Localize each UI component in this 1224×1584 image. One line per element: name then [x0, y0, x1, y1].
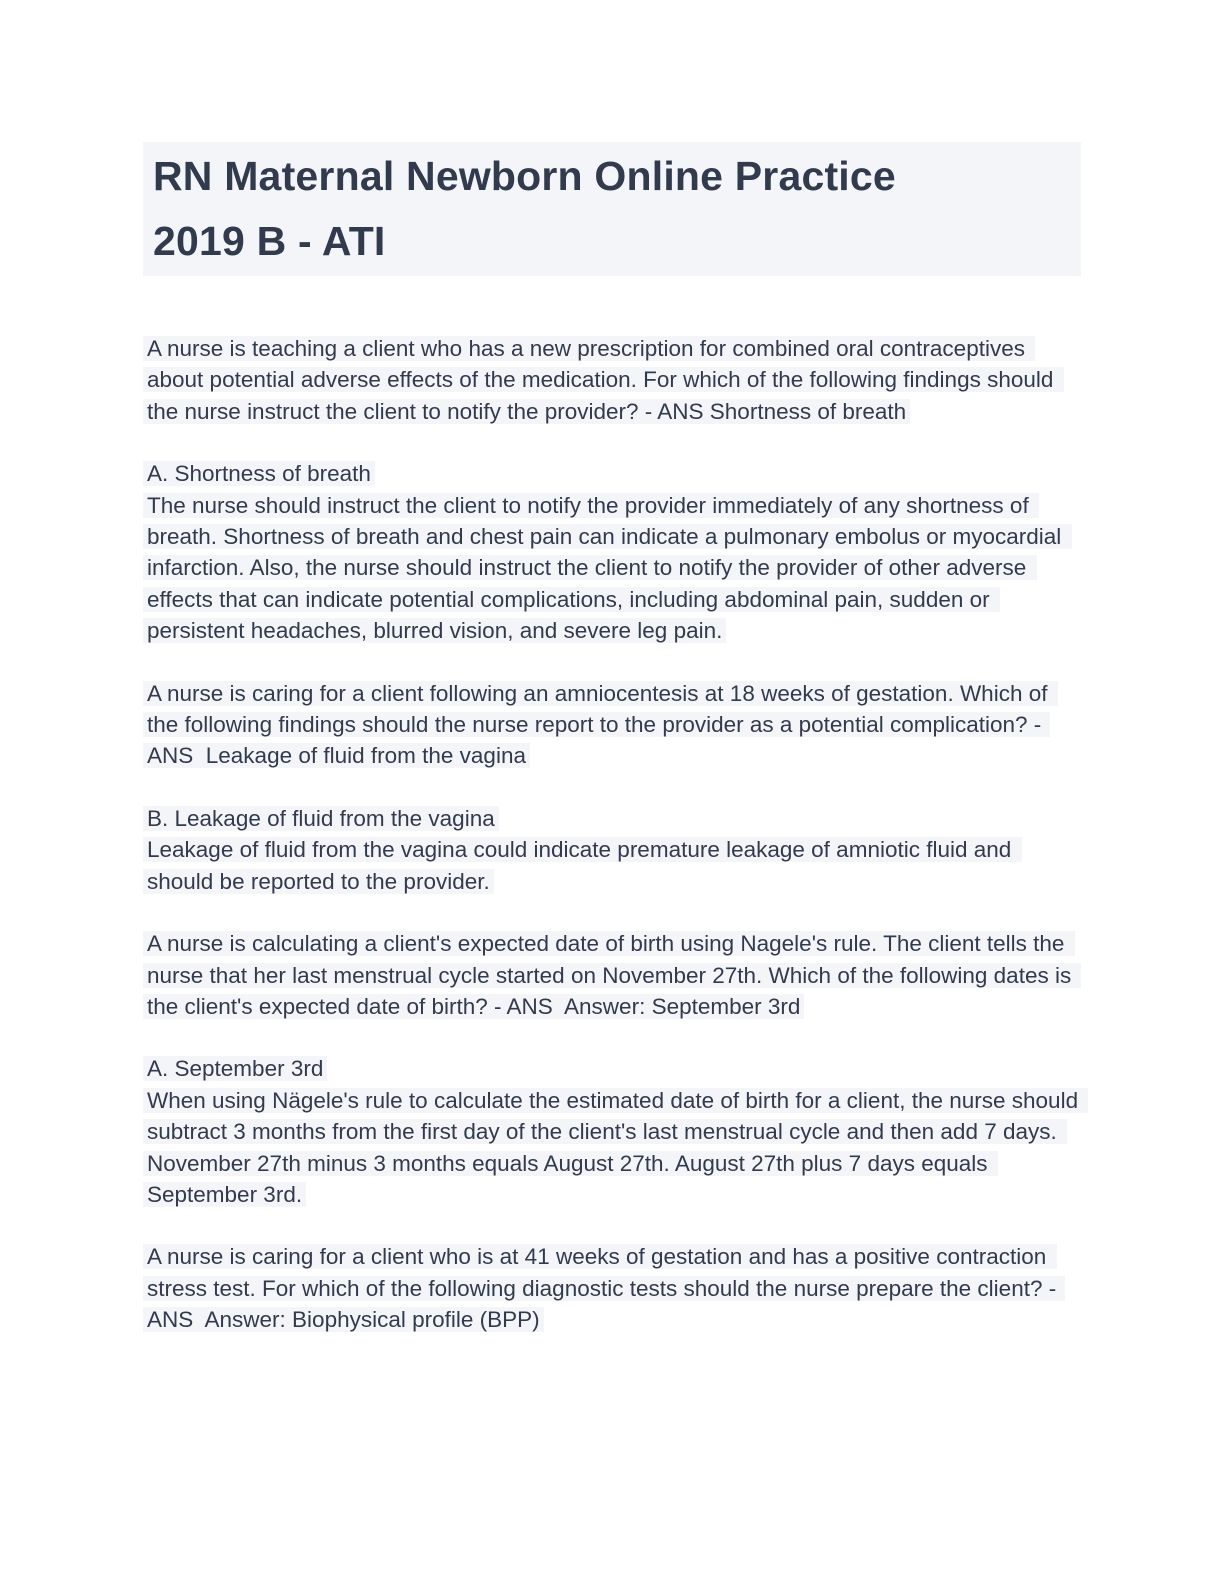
title-line-1: RN Maternal Newborn Online Practice: [153, 153, 896, 199]
title-line-2: 2019 B - ATI: [153, 218, 386, 264]
answer-option-text: A. Shortness of breath: [143, 461, 375, 486]
question-text: A nurse is teaching a client who has a new prescription for combined oral contraceptives about potential adverse effects of the medication. For which of the following findings should the nurse instruct the client to notify the provider? - ANS Shortness of breath: [143, 336, 1064, 424]
question-paragraph-4: [143, 1241, 1081, 1335]
answer-paragraph-1: [143, 458, 1081, 646]
answer-rationale-text: The nurse should instruct the client to notify the provider immediately of any shortness of breath. Shortness of breath and chest pain can indicate a pulmonary embolus or myocardial infarction. Also, the nurse should instruct the client to notify the provider of other adverse effects that can indicate potential complications, including abdominal pain, sudden or persistent headaches, blurred vision, and severe leg pain.: [143, 493, 1072, 644]
answer-option-text: A. September 3rd: [143, 1056, 327, 1081]
question-text: A nurse is caring for a client who is at 41 weeks of gestation and has a positive contraction stress test. For which of the following diagnostic tests should the nurse prepare the client? - ANS Answer: Biophysical profile (BPP): [143, 1244, 1065, 1332]
question-paragraph-1: [143, 333, 1081, 427]
question-paragraph-3: [143, 928, 1081, 1022]
document-body: [143, 333, 1085, 1336]
question-text: A nurse is calculating a client's expected date of birth using Nagele's rule. The client tells the nurse that her last menstrual cycle started on November 27th. Which of the following dates is the client's expected date of birth? - ANS Answer: September 3rd: [143, 931, 1081, 1019]
answer-rationale-text: Leakage of fluid from the vagina could indicate premature leakage of amniotic fluid and should be reported to the provider.: [143, 837, 1022, 893]
document-title: [143, 142, 1081, 276]
question-text: A nurse is caring for a client following an amniocentesis at 18 weeks of gestation. Which of the following findings should the nurse report to the provider as a potential complication? - ANS Leakage of fluid from the vagina: [143, 681, 1058, 769]
answer-paragraph-3: [143, 1053, 1085, 1210]
question-paragraph-2: [143, 678, 1081, 772]
answer-rationale-text: When using Nägele's rule to calculate the estimated date of birth for a client, the nurse should subtract 3 months from the first day of the client's last menstrual cycle and then add 7 days. November 27th minus 3 months equals August 27th. August 27th plus 7 days equals September 3rd.: [143, 1088, 1088, 1207]
answer-option-text: B. Leakage of fluid from the vagina: [143, 806, 499, 831]
answer-paragraph-2: [143, 803, 1081, 897]
